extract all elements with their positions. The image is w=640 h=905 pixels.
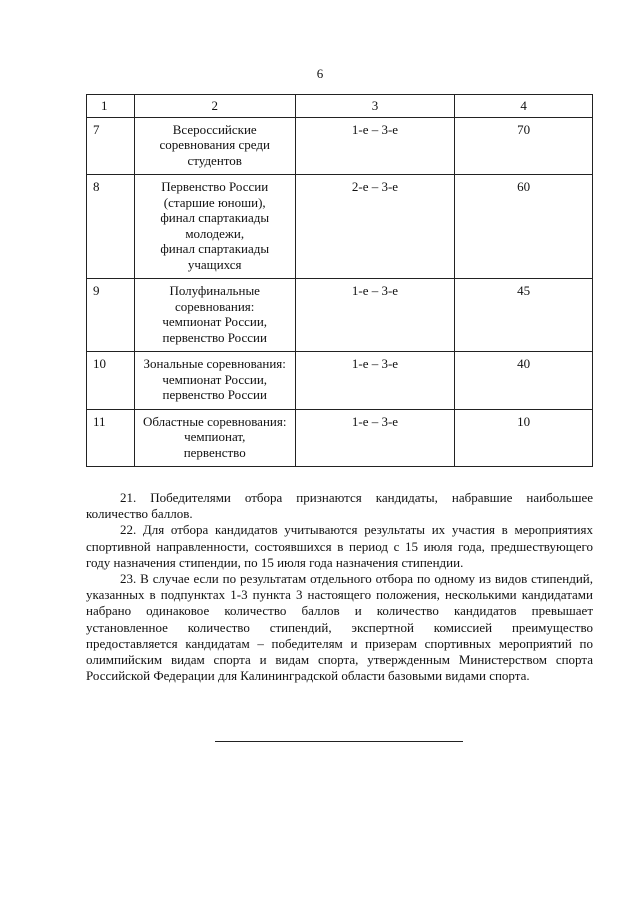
- points-cell: 10: [455, 409, 593, 467]
- event-line: финал спартакиады: [160, 241, 270, 256]
- row-number: 11: [87, 409, 135, 467]
- row-number: 7: [87, 117, 135, 175]
- table-header-row: [87, 95, 593, 118]
- event-line: финал спартакиады: [160, 210, 270, 225]
- event-line: чемпионат России,: [162, 371, 268, 387]
- scoring-table: [86, 94, 593, 467]
- event-line: первенство: [183, 444, 246, 460]
- event-line: (старшие юноши),: [163, 194, 266, 210]
- points-cell: 60: [455, 175, 593, 279]
- table-row: [87, 117, 593, 175]
- header-cell-2: 2: [134, 95, 295, 118]
- page-number: 6: [316, 66, 324, 81]
- header-cell-1: 1: [87, 95, 135, 118]
- body-text: [86, 490, 593, 684]
- event-line: молодежи,: [185, 225, 245, 241]
- event-cell: [134, 409, 295, 467]
- places-cell: 1-е – 3-е: [295, 352, 454, 410]
- event-line: студентов: [187, 152, 242, 168]
- table-row: [87, 409, 593, 467]
- points-cell: 40: [455, 352, 593, 410]
- places-cell: 1-е – 3-е: [295, 409, 454, 467]
- event-cell: [134, 175, 295, 279]
- points-cell: 70: [455, 117, 593, 175]
- paragraph-21: 21. Победителями отбора признаются кандидаты, набравшие наибольшее количество баллов.: [86, 490, 593, 522]
- event-line: первенство России: [162, 329, 267, 345]
- row-number: 9: [87, 279, 135, 352]
- event-line: соревнования среди: [159, 137, 270, 152]
- points-cell: 45: [455, 279, 593, 352]
- paragraph-22: 22. Для отбора кандидатов учитываются результаты их участия в мероприятиях спортивной направленности, состоявшихся в период с 15 июля года, предшествующего году назначения стипендии, по 15 июля года назначения стипендии.: [86, 522, 593, 570]
- places-cell: 2-е – 3-е: [295, 175, 454, 279]
- event-line: учащихся: [187, 256, 242, 272]
- end-divider: [215, 741, 463, 742]
- paragraph-23: 23. В случае если по результатам отдельного отбора по одному из видов стипендий, указанных в подпунктах 1-3 пункта 3 настоящего положения, несколькими кандидатами набрано одинаковое количество баллов и количество кандидатов превышает установленное количество стипендий, экспертной комиссией преимущество предоставляется кандидатам – победителям и призерам спортивных мероприятий по олимпийским видам спорта и видам спорта, утвержденным Министерством спорта Российской Федерации для Калининградской области базовыми видами спорта.: [86, 571, 593, 684]
- event-line: Зональные соревнования:: [143, 356, 286, 371]
- event-line: Полуфинальные: [169, 283, 260, 298]
- event-line: Первенство России: [161, 179, 269, 194]
- event-line: Областные соревнования:: [142, 413, 287, 429]
- event-line: первенство России: [162, 387, 267, 402]
- header-cell-4: 4: [455, 95, 593, 118]
- event-line: Всероссийские: [172, 121, 257, 137]
- event-line: чемпионат,: [184, 429, 246, 444]
- table-row: [87, 279, 593, 352]
- table-row: [87, 352, 593, 410]
- event-cell: [134, 352, 295, 410]
- event-line: чемпионат России,: [162, 314, 268, 329]
- row-number: 8: [87, 175, 135, 279]
- event-cell: [134, 279, 295, 352]
- places-cell: 1-е – 3-е: [295, 279, 454, 352]
- table-row: [87, 175, 593, 279]
- header-cell-3: 3: [295, 95, 454, 118]
- event-line: соревнования:: [175, 298, 255, 314]
- places-cell: 1-е – 3-е: [295, 117, 454, 175]
- event-cell: [134, 117, 295, 175]
- row-number: 10: [87, 352, 135, 410]
